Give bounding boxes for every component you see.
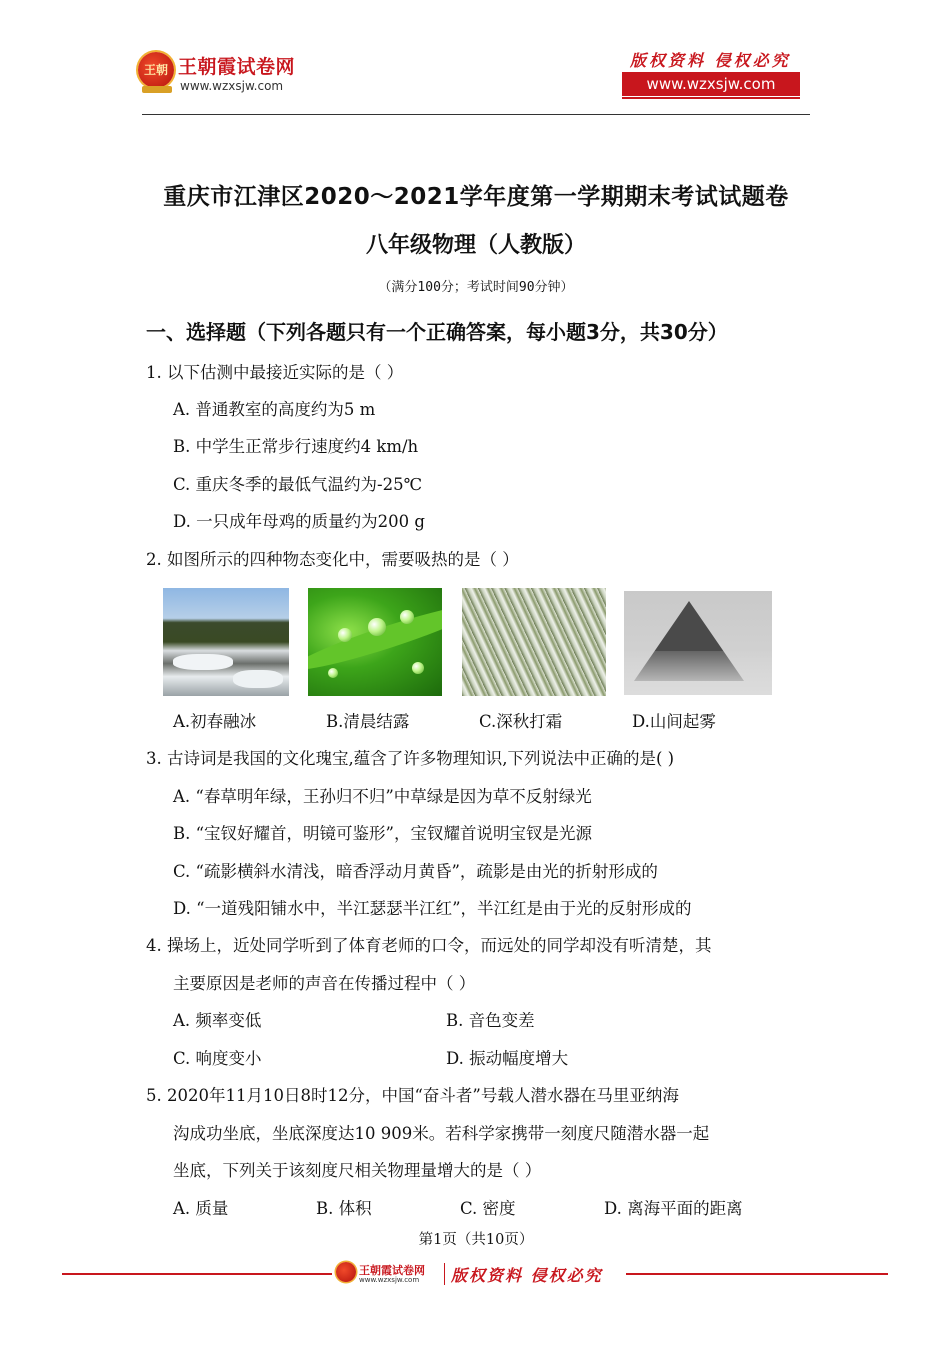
exam-info: （满分100分；考试时间90分钟） xyxy=(378,280,574,295)
photo-autumn-frost xyxy=(462,588,606,696)
question-2-option-a: A.初春融冰 xyxy=(173,712,257,731)
question-3-option-d: D. “一道残阳铺水中，半江瑟瑟半江红”，半江红是由于光的反射形成的 xyxy=(173,899,692,918)
question-5-stem-continued-2: 坐底，下列关于该刻度尺相关物理量增大的是（ ） xyxy=(173,1161,542,1180)
footer-copyright-notice: 版权资料 侵权必究 xyxy=(451,1266,603,1285)
footer-seal-logo-icon xyxy=(336,1262,356,1282)
site-logo-name[interactable]: 王朝霞试卷网 xyxy=(178,56,296,78)
site-logo-url[interactable]: www.wzxsjw.com xyxy=(180,79,284,93)
footer-separator xyxy=(444,1263,445,1285)
question-4-stem: 4. 操场上，近处同学听到了体育老师的口令，而远处的同学却没有听清楚，其 xyxy=(146,936,712,955)
seal-logo-icon: 王朝 xyxy=(138,52,174,88)
question-3-stem: 3. 古诗词是我国的文化瑰宝,蕴含了许多物理知识,下列说法中正确的是( ) xyxy=(146,749,675,768)
photo-spring-ice xyxy=(163,588,289,696)
question-4-stem-continued: 主要原因是老师的声音在传播过程中（ ） xyxy=(173,974,476,993)
photo-morning-dew xyxy=(308,588,442,696)
page-number: 第1页（共10页） xyxy=(418,1232,534,1248)
question-1-option-b: B. 中学生正常步行速度约4 km/h xyxy=(173,437,419,456)
exam-title: 重庆市江津区2020～2021学年度第一学期期末考试试题卷 xyxy=(163,184,789,210)
question-4-option-a: A. 频率变低 xyxy=(173,1011,262,1030)
section-heading: 一、选择题（下列各题只有一个正确答案，每小题3分，共30分） xyxy=(146,320,728,344)
question-2-option-c: C.深秋打霜 xyxy=(479,712,563,731)
question-1-option-d: D. 一只成年母鸡的质量约为200 g xyxy=(173,512,425,531)
question-1-option-c: C. 重庆冬季的最低气温约为-25℃ xyxy=(173,475,423,494)
question-5-option-d: D. 离海平面的距离 xyxy=(604,1199,743,1218)
exam-subtitle: 八年级物理（人教版） xyxy=(365,233,586,258)
question-5-option-c: C. 密度 xyxy=(460,1199,516,1218)
question-3-option-c: C. “疏影横斜水清浅，暗香浮动月黄昏”，疏影是由光的折射形成的 xyxy=(173,862,658,881)
question-5-stem: 5. 2020年11月10日8时12分，中国“奋斗者”号载人潜水器在马里亚纳海 xyxy=(146,1086,679,1105)
url-banner[interactable]: www.wzxsjw.com xyxy=(622,72,800,96)
photo-mountain-fog xyxy=(624,591,772,695)
footer-logo-name[interactable]: 王朝霞试卷网 xyxy=(359,1264,425,1277)
footer-rule-left xyxy=(62,1273,332,1275)
question-4-option-d: D. 振动幅度增大 xyxy=(446,1049,569,1068)
question-3-option-b: B. “宝钗好耀首，明镜可鉴形”，宝钗耀首说明宝钗是光源 xyxy=(173,824,592,843)
copyright-notice: 版权资料 侵权必究 xyxy=(630,51,791,70)
question-5-stem-continued: 沟成功坐底，坐底深度达10 909米。若科学家携带一刻度尺随潜水器一起 xyxy=(173,1124,710,1143)
question-2-stem: 2. 如图所示的四种物态变化中，需要吸热的是（ ） xyxy=(146,550,519,569)
question-2-option-b: B.清晨结露 xyxy=(326,712,410,731)
header-divider xyxy=(142,114,810,115)
question-5-option-b: B. 体积 xyxy=(316,1199,372,1218)
question-1-option-a: A. 普通教室的高度约为5 m xyxy=(173,400,376,419)
question-2-option-d: D.山间起雾 xyxy=(632,712,716,731)
footer-logo-url[interactable]: www.wzxsjw.com xyxy=(359,1276,420,1284)
footer-rule-right xyxy=(626,1273,888,1275)
question-4-option-b: B. 音色变差 xyxy=(446,1011,535,1030)
question-5-option-a: A. 质量 xyxy=(173,1199,229,1218)
question-3-option-a: A. “春草明年绿，王孙归不归”中草绿是因为草不反射绿光 xyxy=(173,787,592,806)
logo-ribbon xyxy=(142,86,172,93)
question-4-option-c: C. 响度变小 xyxy=(173,1049,262,1068)
question-1-stem: 1. 以下估测中最接近实际的是（ ） xyxy=(146,363,404,382)
